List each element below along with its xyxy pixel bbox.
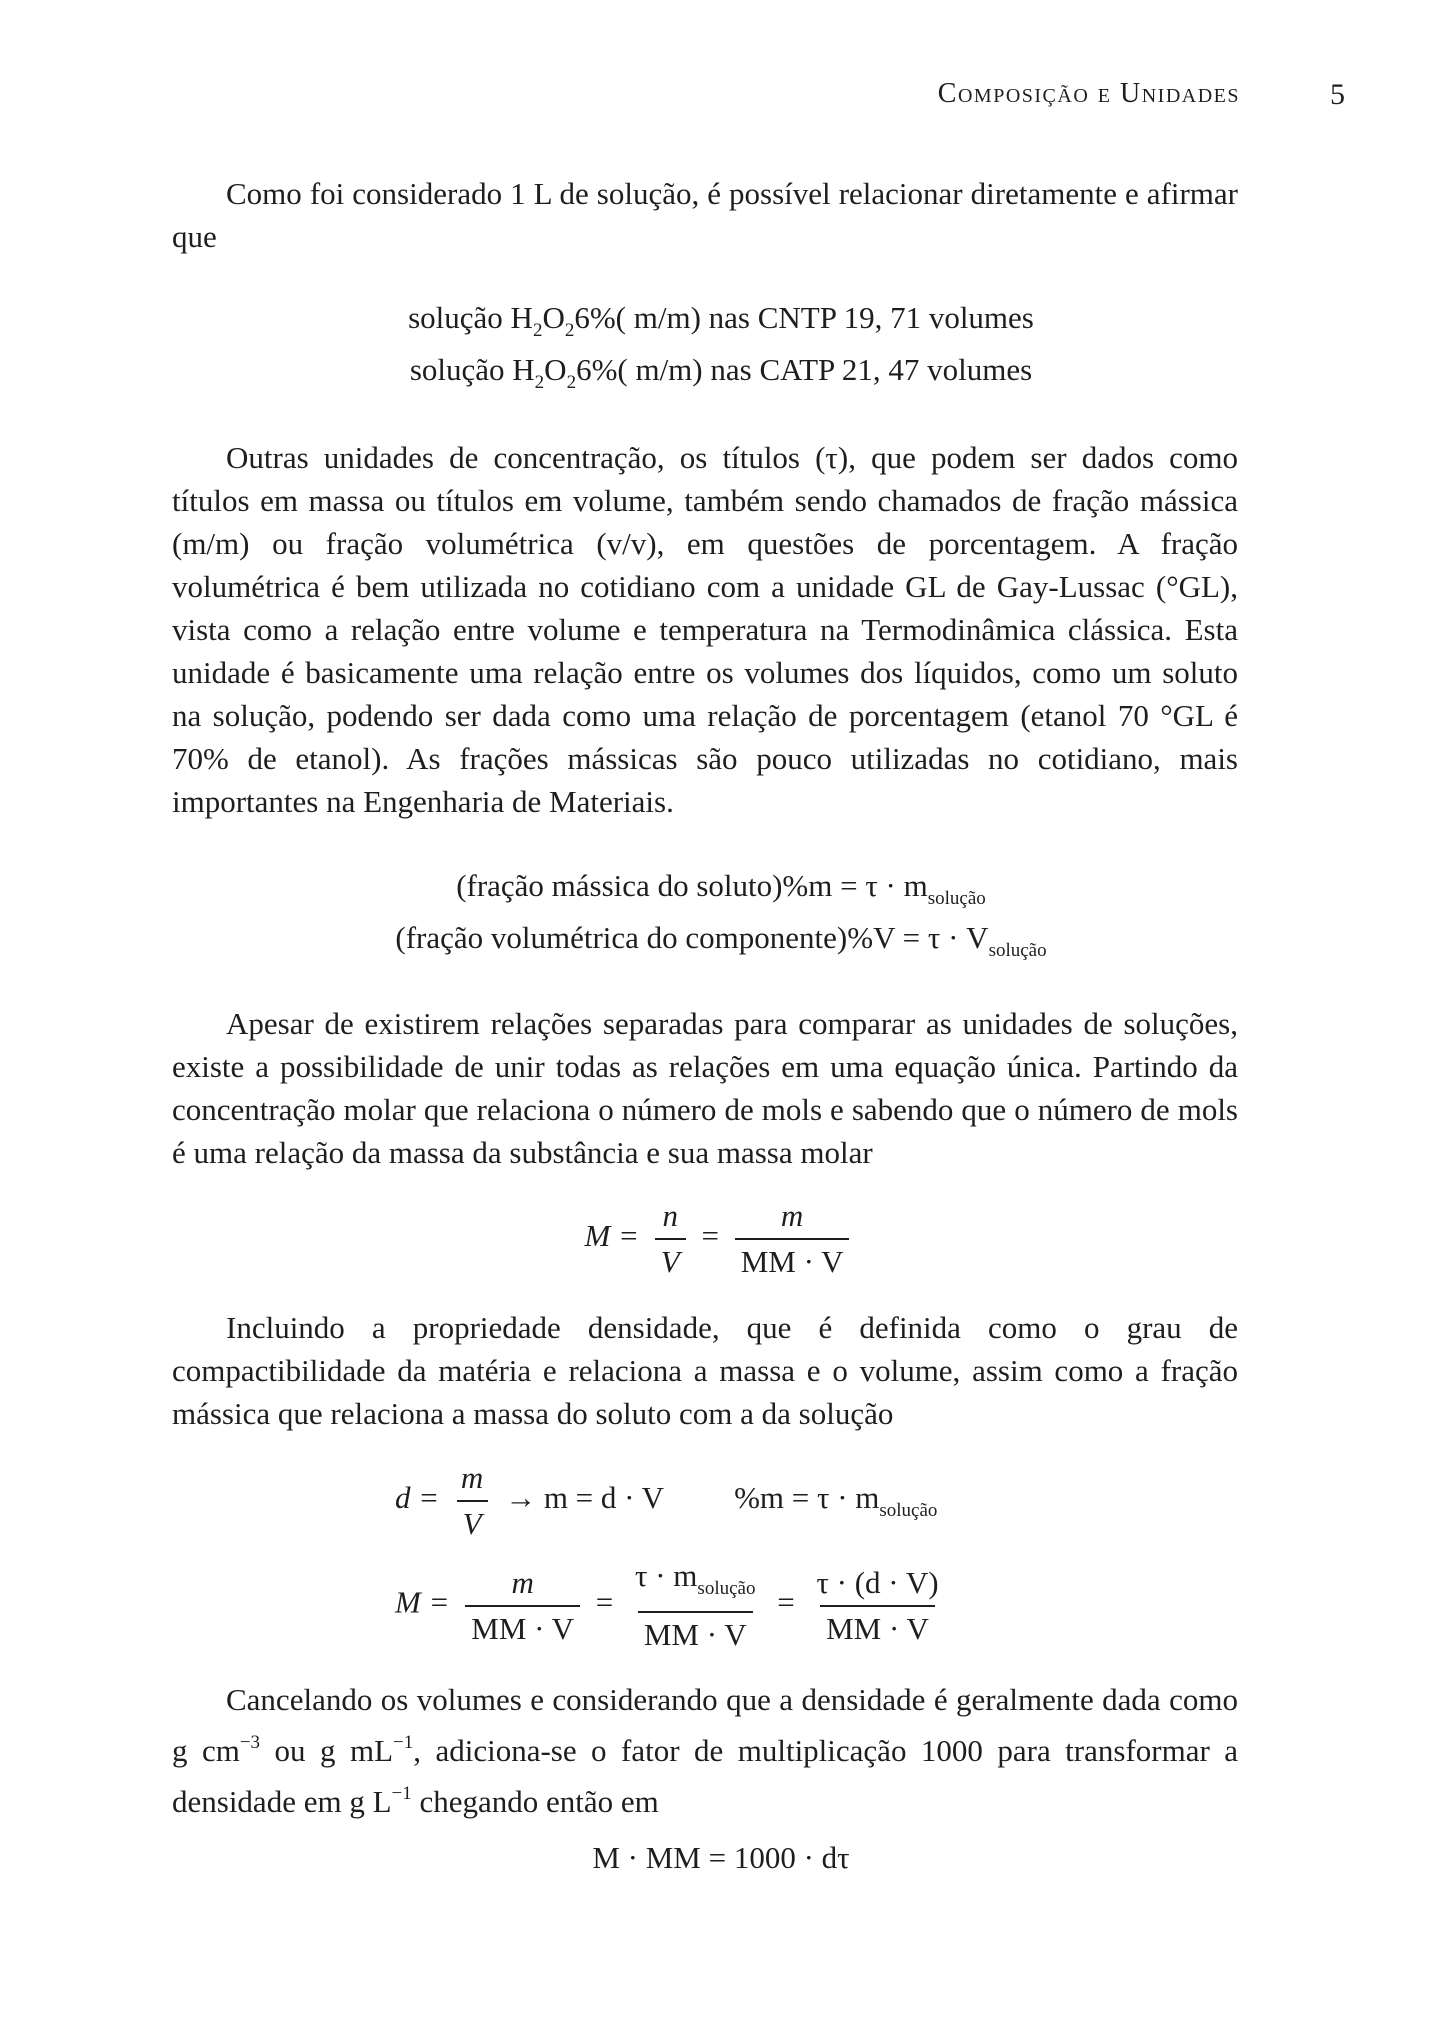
fraction-numerator: [629, 1556, 761, 1611]
fraction-denominator: MM · V: [820, 1605, 935, 1649]
paragraph-1: Como foi considerado 1 L de solução, é possível relacionar diretamente e afirmar que: [172, 176, 1238, 254]
equation-volume-fraction: [0, 916, 1442, 973]
eq-mid: O: [544, 352, 567, 387]
fraction-denominator: V: [655, 1238, 686, 1282]
eq-mid: O: [542, 300, 565, 335]
eq-equals: =: [777, 1584, 795, 1620]
fraction-m-over-v: [455, 1458, 489, 1544]
eq-equals: =: [701, 1218, 719, 1254]
paragraph-3: Apesar de existirem relações separadas para comparar as unidades de soluções, existe a possibilidade de unir todas as relações em uma equação única. Partindo da concentração molar que relaciona o número de mols e sabendo que o número de mols é uma relação da massa da substância e sua massa molar: [172, 1006, 1238, 1170]
equation-molarity: [0, 1196, 1442, 1282]
fraction-denominator: MM · V: [735, 1238, 850, 1282]
equation-final: [0, 1836, 1442, 1880]
eq-right: %m = τ · m: [734, 1480, 880, 1516]
eq-sub: solução: [879, 1500, 938, 1522]
running-head: Composição e Unidades: [937, 78, 1240, 109]
fraction-numerator: m: [511, 1564, 534, 1600]
eq-rest: 6%( m/m) nas CATP 21, 47 volumes: [576, 352, 1033, 387]
eq-text: (fração volumétrica do componente)%V = τ · V: [395, 920, 989, 955]
equation-catp: [0, 348, 1442, 405]
exponent: −3: [239, 1732, 261, 1753]
eq-text: (fração mássica do soluto)%m = τ · m: [456, 868, 928, 903]
page-number: 5: [1330, 78, 1345, 111]
paragraph-2: Outras unidades de concentração, os títulos (τ), que podem ser dados como títulos em massa ou títulos em volume, também sendo chamados de fração mássica (m/m) ou fração volumétrica (v/v), em questões de porcentagem. A fração volumétrica é bem utilizada no cotidiano com a unidade GL de Gay-Lussac (°GL), vista como a relação entre volume e temperatura na Termodinâmica clássica. Esta unidade é basicamente uma relação entre os volumes dos líquidos, como um soluto na solução, podendo ser dada como uma relação de porcentagem (etanol 70 °GL é 70% de etanol). As frações mássicas são pouco utilizadas no cotidiano, mais importantes na Engenharia de Materiais.: [172, 440, 1238, 819]
fraction-numerator: n: [662, 1198, 678, 1233]
para-text: Cancelando os volumes e considerando que a densidade é geralmente dada como g cm: [172, 1682, 1238, 1768]
eq-prefix: solução H: [408, 300, 533, 335]
eq-sub: 2: [534, 372, 545, 393]
equation-cntp: [0, 296, 1442, 353]
para-text: chegando então em: [411, 1784, 659, 1819]
fraction-n-over-v: [655, 1196, 686, 1282]
paragraph-5: [172, 1678, 1238, 1823]
fraction-m-over-mmv: [465, 1563, 580, 1649]
eq-sub: 2: [564, 320, 575, 341]
fraction-numerator: m: [460, 1460, 484, 1495]
eq-mid: → m = d · V: [505, 1480, 665, 1516]
eq-lhs: d =: [395, 1480, 440, 1516]
fraction-m-over-mmv: [735, 1196, 850, 1282]
eq-sub: solução: [988, 940, 1047, 961]
eq-lhs: M =: [395, 1584, 450, 1620]
fraction-numerator: τ · (d · V): [816, 1564, 939, 1600]
eq-rest: 6%( m/m) nas CNTP 19, 71 volumes: [574, 300, 1034, 335]
equation-density: [395, 1458, 937, 1544]
fraction-tau-dv-over-mmv: [810, 1563, 944, 1649]
numerator-sub: solução: [697, 1578, 756, 1599]
equation-mass-fraction: [0, 864, 1442, 921]
exponent: −1: [391, 1783, 412, 1804]
eq-sub: 2: [566, 372, 577, 393]
fraction-tau-m-over-mmv: [629, 1556, 761, 1655]
exponent: −1: [393, 1732, 414, 1753]
numerator-text: τ · m: [635, 1558, 698, 1593]
fraction-denominator: MM · V: [638, 1611, 753, 1655]
eq-text: M · MM = 1000 · dτ: [592, 1840, 850, 1875]
para-text: , adiciona-se o fator de multiplicação 1000 para transformar a densidade em g L: [172, 1733, 1239, 1819]
fraction-denominator: MM · V: [465, 1605, 580, 1649]
para-text: ou g mL: [260, 1733, 394, 1768]
eq-prefix: solução H: [409, 352, 535, 387]
fraction-numerator: m: [780, 1198, 804, 1233]
eq-sub: solução: [927, 888, 986, 909]
equation-combined: [395, 1556, 953, 1655]
fraction-denominator: V: [457, 1500, 488, 1544]
eq-equals: =: [595, 1584, 614, 1620]
eq-sub: 2: [532, 320, 543, 341]
eq-lhs: M =: [584, 1218, 640, 1254]
paragraph-4: Incluindo a propriedade densidade, que é definida como o grau de compactibilidade da matéria e relaciona a massa e o volume, assim como a fração mássica que relaciona a massa do soluto com a da solução: [172, 1310, 1238, 1431]
